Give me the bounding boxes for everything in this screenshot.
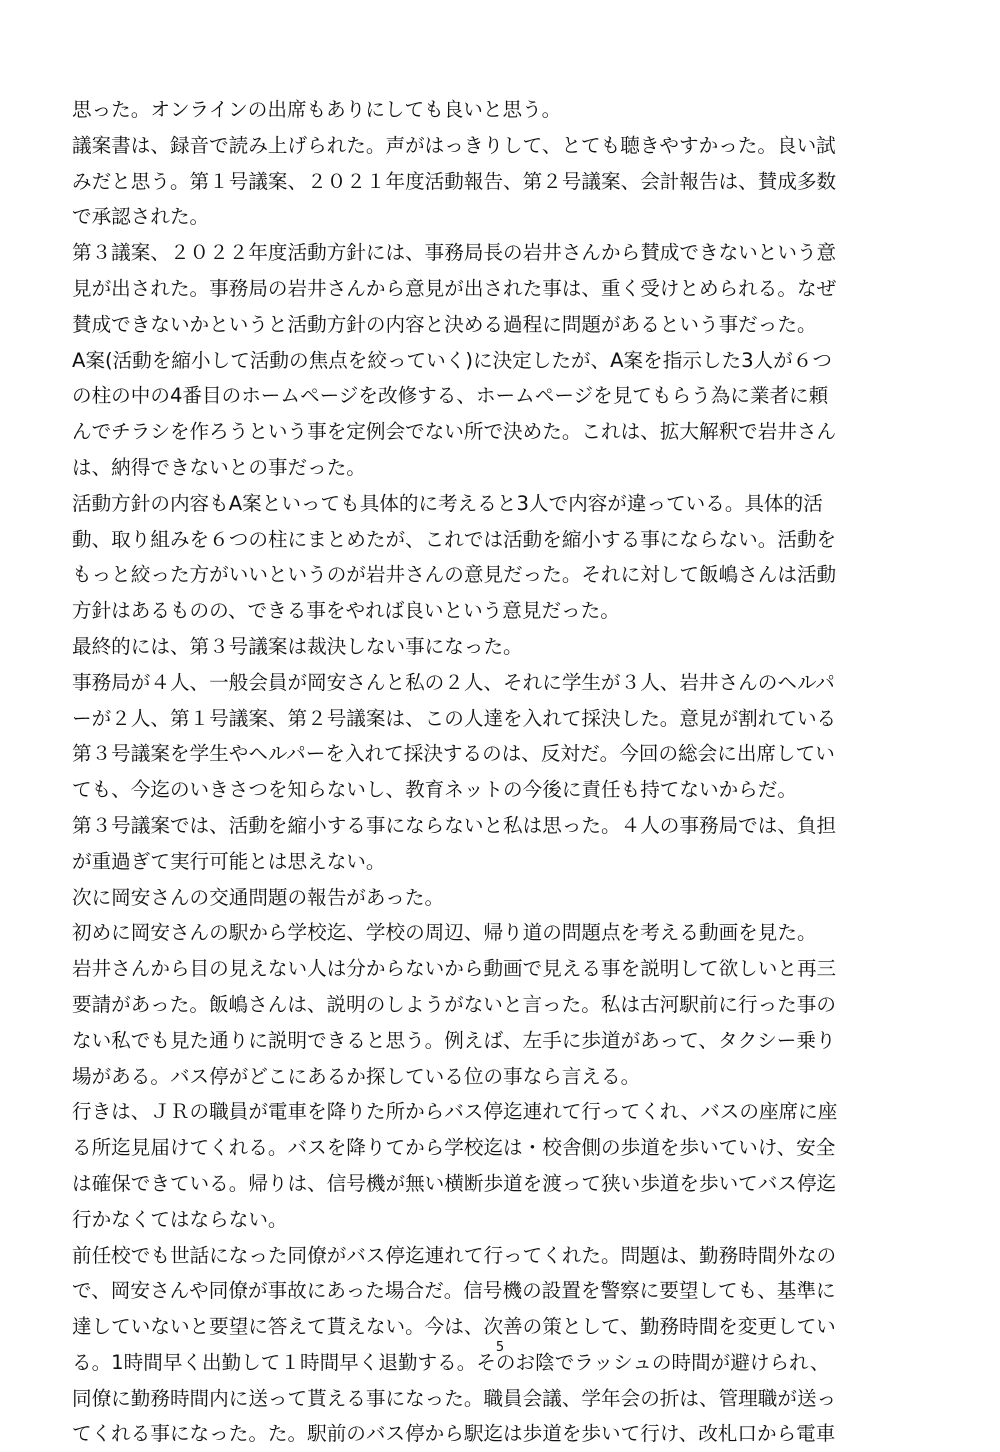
text-line: 岩井さんから目の見えない人は分からないから動画で見える事を説明して欲しいと再三 — [72, 957, 837, 981]
text-line: てくれる事になった。た。駅前のバス停から駅迄は歩道を歩いて行け、改札口から電車 — [72, 1422, 836, 1446]
text-line: 議案書は、録音で読み上げられた。声がはっきりして、とても聴きやすかった。良い試 — [72, 133, 836, 157]
text-line: 行きは、ＪＲの職員が電車を降りた所からバス停迄連れて行ってくれ、バスの座席に座 — [72, 1100, 838, 1124]
text-line: は、納得できないとの事だった。 — [72, 455, 366, 479]
text-line: 事務局が４人、一般会員が岡安さんと私の２人、それに学生が３人、岩井さんのヘルパ — [72, 670, 835, 694]
text-line: 初めに岡安さんの駅から学校迄、学校の周辺、帰り道の問題点を考える動画を見た。 — [72, 921, 817, 945]
text-line: 動、取り組みを６つの柱にまとめたが、これでは活動を縮小する事にならない。活動を — [72, 527, 837, 551]
text-line: 同僚に勤務時間内に送って貰える事になった。職員会議、学年会の折は、管理職が送っ — [72, 1386, 837, 1410]
text-line: みだと思う。第１号議案、２０２１年度活動報告、第２号議案、会計報告は、賛成多数 — [72, 169, 837, 193]
text-line: ても、今迄のいきさつを知らないし、教育ネットの今後に責任も持てないからだ。 — [72, 778, 797, 802]
page-number: 5 — [495, 1340, 505, 1355]
body-text — [72, 92, 932, 1452]
text-line: 活動方針の内容もA案といっても具体的に考えると3人で内容が違っている。具体的活 — [72, 491, 823, 515]
text-line: 賛成できないかというと活動方針の内容と決める過程に問題があるという事だった。 — [72, 312, 817, 336]
text-line: 思った。オンラインの出席もありにしても良いと思う。 — [72, 98, 562, 121]
text-line: んでチラシを作ろうという事を定例会でない所で決めた。これは、拡大解釈で岩井さん — [72, 420, 837, 444]
text-line: 要請があった。飯嶋さんは、説明のしようがないと言った。私は古河駅前に行った事の — [72, 992, 836, 1016]
text-line: 行かなくてはならない。 — [72, 1207, 288, 1231]
text-line: 前任校でも世話になった同僚がバス停迄連れて行ってくれた。問題は、勤務時間外なの — [72, 1243, 837, 1267]
text-line: 場がある。バス停がどこにあるか探している位の事なら言える。 — [72, 1064, 641, 1088]
text-line: の柱の中の4番目のホームページを改修する、ホームページを見てもらう為に業者に頼 — [72, 384, 829, 408]
text-line: ーが２人、第１号議案、第２号議案は、この人達を入れて採決した。意見が割れている — [72, 706, 837, 730]
text-line: ない私でも見た通りに説明できると思う。例えば、左手に歩道があって、タクシー乗り — [72, 1028, 836, 1052]
text-line: 第３議案、２０２２年度活動方針には、事務局長の岩井さんから賛成できないという意 — [72, 241, 837, 265]
text-line: が重過ぎて実行可能とは思えない。 — [72, 849, 386, 873]
text-line: で承認された。 — [72, 205, 210, 229]
text-line: る所迄見届けてくれる。バスを降りてから学校迄は・校舎側の歩道を歩いていけ、安全 — [72, 1136, 836, 1160]
text-line: 方針はあるものの、できる事をやれば良いという意見だった。 — [72, 599, 620, 623]
text-line: は確保できている。帰りは、信号機が無い横断歩道を渡って狭い歩道を歩いてバス停迄 — [72, 1171, 837, 1195]
text-line: 達していないと要望に答えて貰えない。今は、次善の策として、勤務時間を変更してい — [72, 1315, 836, 1339]
text-line: 第３号議案を学生やヘルパーを入れて採決するのは、反対だ。今回の総会に出席してい — [72, 742, 835, 766]
text-line: 次に岡安さんの交通問題の報告があった。 — [72, 885, 445, 909]
text-line: 第３号議案では、活動を縮小する事にならないと私は思った。４人の事務局では、負担 — [72, 813, 837, 837]
text-line: る。1時間早く出勤して１時間早く退勤する。そのお陰でラッシュの時間が避けられ、 — [72, 1350, 830, 1374]
text-line: A案(活動を縮小して活動の焦点を絞っていく)に決定したが、A案を指示した3人が６つ — [72, 348, 832, 372]
text-line: 見が出された。事務局の岩井さんから意見が出された事は、重く受けとめられる。なぜ — [72, 276, 837, 300]
text-line: もっと絞った方がいいというのが岩井さんの意見だった。それに対して飯嶋さんは活動 — [72, 563, 837, 587]
text-line: で、岡安さんや同僚が事故にあった場合だ。信号機の設置を警察に要望しても、基準に — [72, 1279, 836, 1303]
text-line: 最終的には、第３号議案は裁決しない事になった。 — [72, 634, 523, 658]
